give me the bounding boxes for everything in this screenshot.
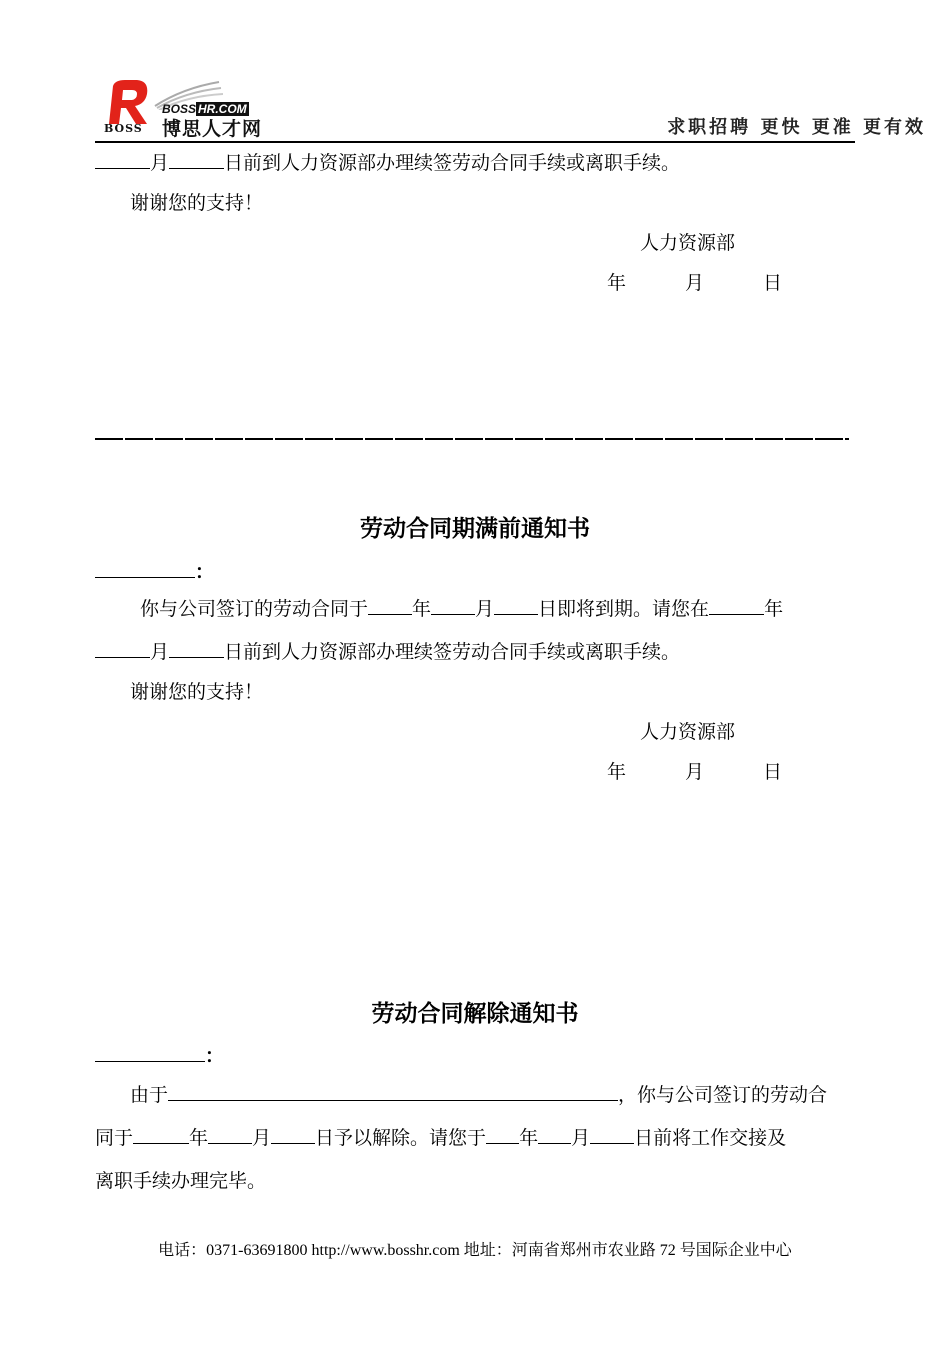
blank-name [95,1039,205,1062]
s1-date-year: 年 [607,272,627,294]
blank-year [486,1121,519,1144]
page-footer: 电话：0371-63691800 http://www.bosshr.com 地址：河南省郑州市农业路 72 号国际企业中心 [158,1242,792,1259]
blank-name [95,555,195,578]
logo-chinese-name: 博思人才网 [162,118,263,140]
text: ，你与公司签订的劳动合 [618,1084,828,1106]
logo-boss-text: BOSS [104,122,143,135]
termination-addressee [95,1036,224,1076]
termination-notice-title: 劳动合同解除通知书 [371,1001,579,1027]
bosshr-logo [103,78,278,140]
colon: ： [205,1045,225,1067]
year-label: 年 [764,598,784,620]
expiry-date-month: 月 [685,761,705,783]
renew-text: 日前到人力资源部办理续签劳动合同手续或离职手续。 [224,152,681,174]
termination-para-3: 离职手续办理完毕。 [95,1170,267,1192]
year-label: 年 [412,598,432,620]
text: 你与公司签订的劳动合同于 [140,598,369,620]
month-label: 月 [150,641,170,663]
termination-para-2 [95,1118,786,1158]
s1-renew-line [95,143,680,183]
month-label: 月 [571,1127,591,1149]
blank-year [709,592,764,615]
expiry-date-day: 日 [763,761,783,783]
colon: ： [195,561,215,583]
expiry-notice-title: 劳动合同期满前通知书 [360,516,590,542]
blank-month [208,1121,252,1144]
expiry-date-year: 年 [607,761,627,783]
cut-line-divider [95,438,849,440]
text: 同于 [95,1127,134,1149]
s1-date-day: 日 [763,272,783,294]
blank-year [368,592,412,615]
blank-reason [168,1078,618,1101]
expiry-para-2 [95,632,680,672]
renew-text: 日前到人力资源部办理续签劳动合同手续或离职手续。 [224,641,681,663]
s1-thanks: 谢谢您的支持！ [130,192,264,214]
logo-r-mark-icon [103,78,155,128]
expiry-dept: 人力资源部 [640,721,736,743]
text: 日即将到期。请您在 [538,598,710,620]
blank-day [169,635,224,658]
blank-day [494,592,538,615]
expiry-para-1 [140,589,783,629]
blank-month [95,635,150,658]
blank-day [590,1121,634,1144]
blank-month [538,1121,571,1144]
blank-day [169,146,224,169]
s1-dept: 人力资源部 [640,232,736,254]
blank-day [271,1121,315,1144]
year-label: 年 [189,1127,209,1149]
text: 日予以解除。请您于 [315,1127,487,1149]
termination-para-1 [130,1075,827,1115]
header-slogan: 求职招聘 更快 更准 更有效 [667,117,926,138]
text: 由于 [130,1084,169,1106]
blank-month [431,592,475,615]
year-label: 年 [519,1127,539,1149]
month-label: 月 [150,152,170,174]
expiry-thanks: 谢谢您的支持！ [130,681,264,703]
blank-month [95,146,150,169]
month-label: 月 [475,598,495,620]
expiry-addressee [95,552,214,592]
month-label: 月 [252,1127,272,1149]
logo-hr-com: HR.COM [198,102,247,116]
logo-bosshr-prefix: BOSS [162,102,197,116]
text: 日前将工作交接及 [634,1127,787,1149]
s1-date-month: 月 [685,272,705,294]
blank-year [133,1121,189,1144]
